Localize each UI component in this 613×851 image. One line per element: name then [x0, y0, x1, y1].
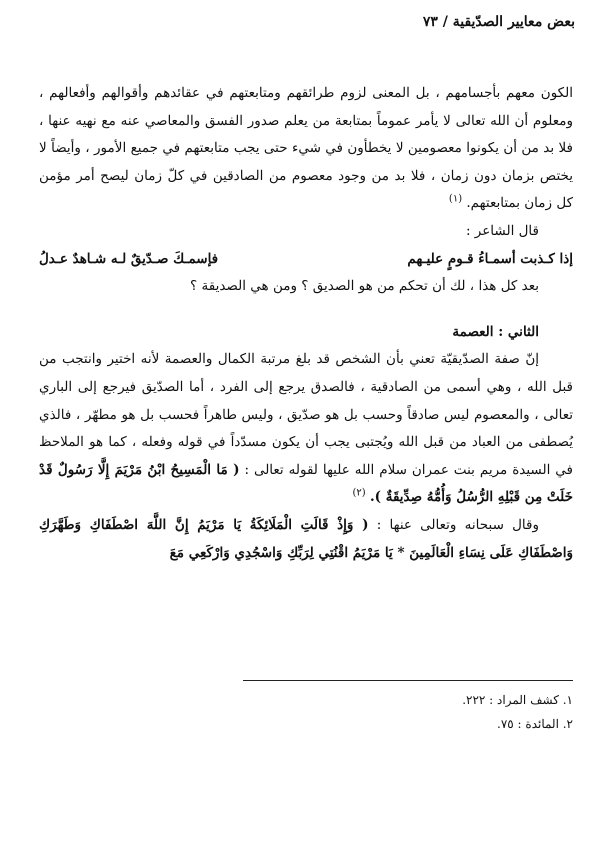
- poem-verse: [39, 246, 573, 274]
- footnote-1: ١. كشف المراد : ٢٢٢.: [462, 693, 573, 707]
- footnote-divider: [243, 680, 573, 681]
- page-header-title: بعض معايير الصدّيقية / ٧٣: [422, 14, 575, 30]
- footnote-ref-1[interactable]: (١): [448, 193, 463, 205]
- paragraph-3-text: إنّ صفة الصدّيقيّة تعني بأن الشخص قد بلغ مرتبة الكمال والعصمة لأنه اختير وانتجب من قبل الله ، وهي أسمى من الصادقية ، فالصدق يرجع إلى الفرد ، أما الصدّيق فيرجع إلى الباري تعالى ، والمعصوم ليس صادقاً وحسب بل هو صدّيق ، وليس طاهراً فحسب بل هو مطهّر ، فالذي يُصطفى من العباد من قبل الله ويُجتبى يجب أن يكون مسدّداً في قوله وفعله ، كما هو الملاحظ في السيدة مريم بنت عمران سلام الله عليها لقوله تعالى :: [39, 351, 573, 478]
- paragraph-1: [39, 80, 573, 218]
- footnotes: [39, 688, 573, 736]
- section-title: الثاني : العصمة: [452, 323, 539, 340]
- paragraph-3: [39, 346, 573, 512]
- poem-hemistich-left: فإسمـكَ صـدّيقٌ لـه شـاهدٌ عـدلُ: [39, 250, 219, 267]
- poem-hemistich-right: إذا كـذبت أسمـاءُ قـومٍ عليـهم: [407, 250, 573, 267]
- quran-verse-1: ( مَا الْمَسِيحُ ابْنُ مَرْيَمَ إِلَّا رَسُولٌ قَدْ خَلَتْ مِن قَبْلِهِ الرُّسُلُ وَأُمُّهُ صِدِّيقَةٌ ).: [39, 461, 573, 506]
- paragraph-2: بعد كل هذا ، لك أن تحكم من هو الصديق ؟ ومن هي الصديقة ؟: [190, 278, 539, 295]
- quran-verse-2: ( وَإِذْ قَالَتِ الْمَلَائِكَةُ يَا مَرْيَمُ إِنَّ اللَّهَ اصْطَفَاكِ وَطَهَّرَكِ وَاصْطَفَاكِ عَلَى نِسَاءِ الْعَالَمِينَ * يَا مَرْيَمُ اقْنُتِي لِرَبِّكِ وَاسْجُدِي وَارْكَعِي مَعَ: [39, 516, 573, 561]
- poet-intro: قال الشاعر :: [465, 222, 539, 239]
- footnote-ref-2[interactable]: (٢): [352, 487, 366, 499]
- footnote-2: ٢. المائدة : ٧٥.: [497, 717, 573, 731]
- page-header: [38, 14, 575, 30]
- paragraph-4: [39, 512, 573, 567]
- body-text: [39, 80, 573, 567]
- paragraph-1-text: الكون معهم بأجسامهم ، بل المعنى لزوم طرائقهم ومتابعتهم في عقائدهم وأقوالهم وأفعالهم ، ومعلوم أن الله تعالى لا يأمر عموماً بمتابعة من يعلم صدور الفسق والمعاصي عنه مع نهيه عنها ، فلا بد من أن يكونوا معصومين لا يخطأون في شيء حتى يجب متابعتهم في جميع الأمور ، وأيضاً لا يختص بزمان دون زمان ، فلا بد من وجود معصوم من الصادقين في كلّ زمان ليصح أمر مؤمن كل زمان بمتابعتهم.: [39, 85, 573, 212]
- paragraph-4-intro: وقال سبحانه وتعالى عنها :: [376, 516, 539, 533]
